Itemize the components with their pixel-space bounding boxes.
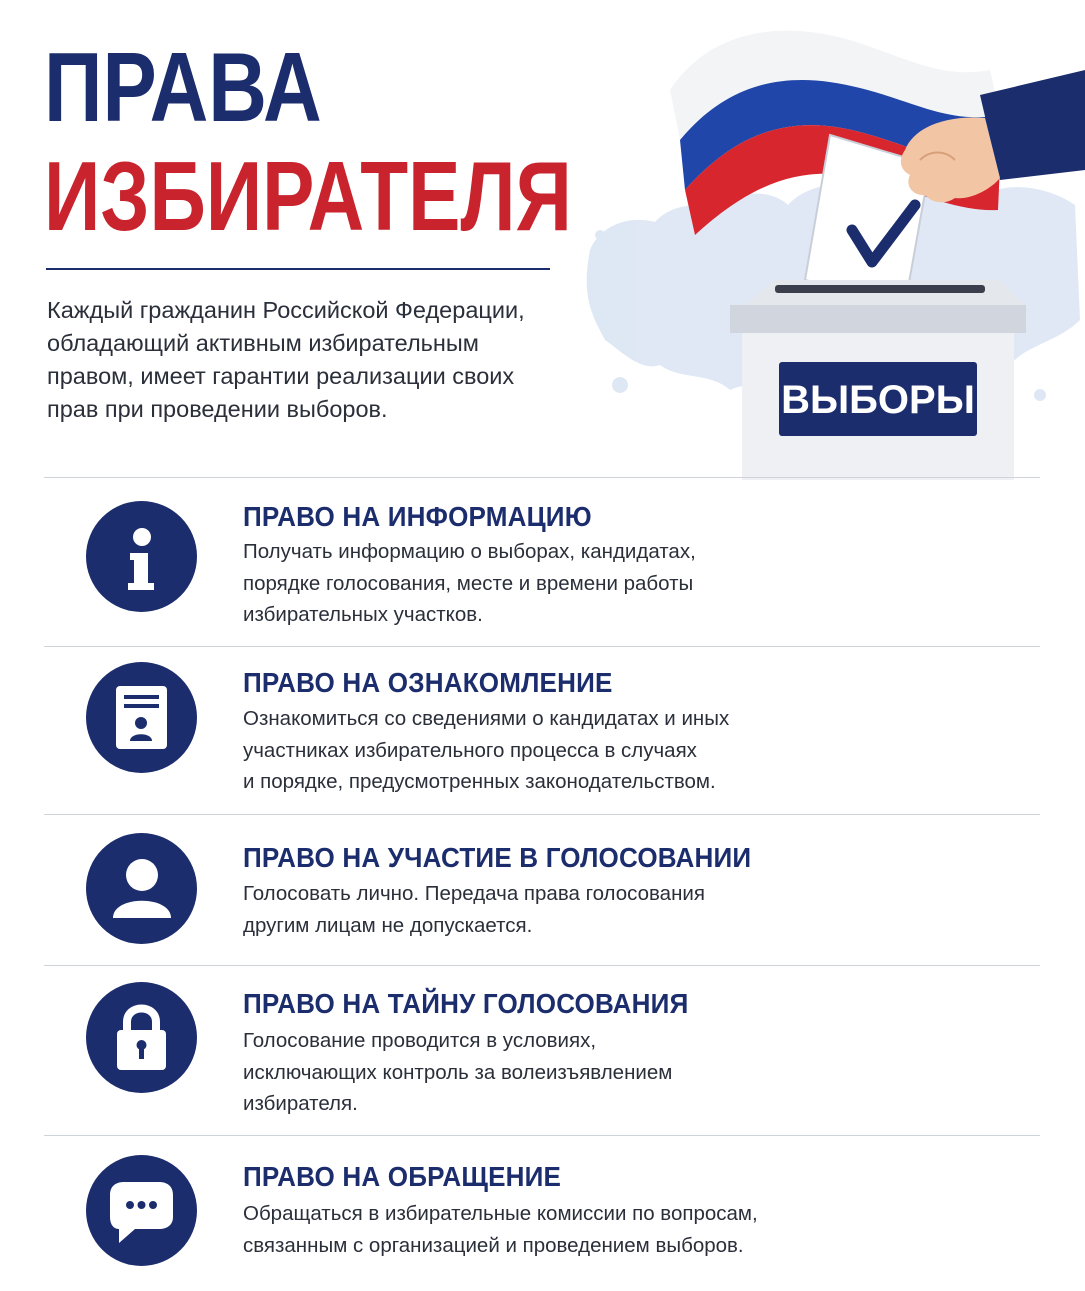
divider <box>44 646 1040 647</box>
divider <box>44 1135 1040 1136</box>
right-description: Голосование проводится в условиях, исключающих контроль за волеизъявлением избирателя. <box>243 1029 673 1115</box>
right-description: Голосовать лично. Передача права голосования другим лицам не допускается. <box>243 882 705 937</box>
divider <box>44 814 1040 815</box>
title-line-1: ПРАВА <box>44 32 322 142</box>
ballot-box-icon <box>730 280 1026 480</box>
ballot-box-label: ВЫБОРЫ <box>781 378 975 422</box>
right-title: ПРАВО НА ОБРАЩЕНИЕ <box>243 1161 562 1192</box>
right-description: Ознакомиться со сведениями о кандидатах и иных участниках избирательного процесса в случаях и порядке, предусмотренных законодательством. <box>243 707 730 793</box>
divider <box>44 477 1040 478</box>
title-underline <box>46 268 550 270</box>
lock-icon <box>86 982 197 1093</box>
person-icon <box>86 833 197 944</box>
title-line-2: ИЗБИРАТЕЛЯ <box>44 141 572 251</box>
right-title: ПРАВО НА ОЗНАКОМЛЕНИЕ <box>243 667 613 698</box>
hero-illustration <box>560 0 1085 480</box>
right-title: ПРАВО НА ИНФОРМАЦИЮ <box>243 501 592 532</box>
intro-text: Каждый гражданин Российской Федерации, обладающий активным избирательным правом, имеет гарантии реализации своих прав при проведении выборов. <box>47 297 525 422</box>
right-description: Обращаться в избирательные комиссии по вопросам, связанным с организацией и проведением выборов. <box>243 1202 758 1257</box>
divider <box>44 965 1040 966</box>
info-icon <box>86 501 197 612</box>
right-title: ПРАВО НА УЧАСТИЕ В ГОЛОСОВАНИИ <box>243 842 752 873</box>
chat-bubble-icon <box>86 1155 197 1266</box>
id-document-icon <box>86 662 197 773</box>
right-description: Получать информацию о выборах, кандидатах, порядке голосования, месте и времени работы избирательных участков. <box>243 540 696 626</box>
right-title: ПРАВО НА ТАЙНУ ГОЛОСОВАНИЯ <box>243 988 689 1019</box>
